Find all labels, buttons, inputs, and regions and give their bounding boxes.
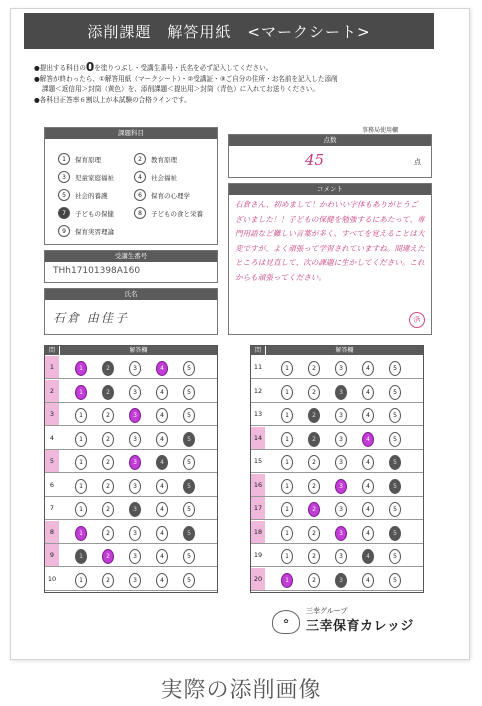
question-number: 5	[45, 450, 59, 473]
subject-option[interactable]	[58, 207, 114, 219]
question-number: 13	[253, 410, 263, 418]
answer-row	[251, 497, 423, 520]
subject-option[interactable]	[134, 207, 203, 219]
logo-icon: ✿	[272, 610, 300, 634]
answer-bubble[interactable]: 4	[156, 479, 168, 494]
answer-row	[45, 474, 217, 497]
instruction-line: ●提出する科目の0を塗りつぶし・受講生番号・氏名を必ず記入してください。	[34, 60, 273, 74]
answer-bubble[interactable]: 3	[335, 432, 347, 447]
answer-bubble[interactable]: 4	[156, 502, 168, 517]
answer-bubble[interactable]: 1	[281, 432, 293, 447]
subject-mark-circle[interactable]: 2	[134, 153, 146, 165]
answer-row	[251, 356, 423, 379]
answer-bubble[interactable]: 5	[389, 385, 401, 400]
answer-bubble[interactable]: 4	[362, 479, 374, 494]
question-number: 20	[251, 568, 265, 591]
answer-bubble[interactable]: 5	[389, 479, 401, 494]
answer-bubble[interactable]: 3	[335, 455, 347, 470]
subject-label: 教育原理	[151, 155, 177, 164]
answer-bubble[interactable]: 3	[335, 573, 347, 588]
answer-bubble[interactable]: 4	[156, 526, 168, 541]
answer-bubble[interactable]: 4	[156, 549, 168, 564]
answer-bubble[interactable]: 4	[156, 455, 168, 470]
answer-bubble[interactable]: 1	[75, 573, 87, 588]
question-number: 3	[45, 403, 59, 426]
score-value: 45	[305, 151, 325, 169]
answer-bubble[interactable]: 4	[156, 385, 168, 400]
subject-mark-circle[interactable]: 9	[58, 225, 70, 237]
subject-mark-circle[interactable]: 4	[134, 171, 146, 183]
grid-num-header: 問	[251, 346, 265, 355]
answer-row	[45, 497, 217, 520]
answer-bubble[interactable]: 4	[156, 432, 168, 447]
subject-label: 保育の心理学	[151, 191, 190, 200]
answer-row	[45, 380, 217, 403]
answer-bubble[interactable]: 1	[281, 361, 293, 376]
answer-grid-left	[44, 345, 218, 593]
answer-bubble[interactable]: 5	[389, 573, 401, 588]
answer-bubble[interactable]: 4	[156, 573, 168, 588]
answer-bubble[interactable]: 1	[75, 502, 87, 517]
answer-bubble[interactable]: 2	[308, 408, 320, 423]
answer-bubble[interactable]: 4	[362, 361, 374, 376]
answer-bubble[interactable]: 2	[308, 549, 320, 564]
question-number: 17	[251, 497, 265, 520]
answer-row	[45, 427, 217, 450]
question-number: 2	[45, 380, 59, 403]
answer-bubble[interactable]: 4	[362, 526, 374, 541]
subject-option[interactable]	[134, 189, 190, 201]
office-use-label: 事務局使用欄	[362, 127, 399, 134]
answer-bubble[interactable]: 3	[129, 502, 141, 517]
subject-label: 子どもの食と栄養	[151, 209, 203, 218]
answer-bubble[interactable]: 2	[308, 526, 320, 541]
answer-bubble[interactable]: 5	[183, 432, 195, 447]
school-logo	[272, 606, 452, 638]
answer-bubble[interactable]: 3	[129, 385, 141, 400]
answer-bubble[interactable]: 3	[335, 502, 347, 517]
answer-row	[251, 544, 423, 567]
answer-bubble[interactable]: 3	[129, 455, 141, 470]
answer-bubble[interactable]: 4	[362, 432, 374, 447]
answer-bubble[interactable]: 5	[183, 479, 195, 494]
approval-stamp: 済	[408, 311, 427, 330]
question-number: 8	[45, 521, 59, 544]
answer-bubble[interactable]: 3	[129, 526, 141, 541]
answer-bubble[interactable]: 3	[335, 408, 347, 423]
answer-bubble[interactable]: 5	[389, 526, 401, 541]
subject-mark-circle[interactable]: 5	[58, 189, 70, 201]
subject-option[interactable]	[58, 225, 114, 237]
answer-bubble[interactable]: 1	[75, 408, 87, 423]
subject-mark-circle[interactable]: 7	[58, 207, 70, 219]
answer-bubble[interactable]: 2	[102, 502, 114, 517]
answer-bubble[interactable]: 4	[362, 502, 374, 517]
sheet-title: 添削課題 解答用紙 <マークシート>	[24, 13, 434, 49]
instruction-line: ●各科目正答率６割以上が本試験の合格ラインです。	[34, 95, 191, 104]
answer-bubble[interactable]: 4	[156, 361, 168, 376]
answer-bubble[interactable]: 2	[308, 573, 320, 588]
subjects-header: 課題科目	[45, 128, 217, 139]
instruction-line: ●解答が終わったら、①解答用紙（マークシート）・②受講証・③ご自分の住所・お名前を記入した添削	[34, 74, 338, 83]
answer-row	[251, 427, 423, 450]
subject-label: 保育原理	[75, 155, 101, 164]
answer-bubble[interactable]: 2	[102, 432, 114, 447]
answer-bubble[interactable]: 4	[362, 455, 374, 470]
answer-row	[251, 474, 423, 497]
answer-row	[45, 356, 217, 379]
answer-row	[45, 403, 217, 426]
answer-bubble[interactable]: 1	[281, 455, 293, 470]
answer-bubble[interactable]: 3	[129, 408, 141, 423]
grid-answer-header: 解答欄	[266, 346, 423, 355]
answer-row	[251, 403, 423, 426]
comment-header: コメント	[229, 184, 431, 195]
subject-label: 社会的養護	[75, 191, 108, 200]
answer-bubble[interactable]: 1	[75, 361, 87, 376]
answer-bubble[interactable]: 3	[129, 573, 141, 588]
answer-bubble[interactable]: 2	[102, 361, 114, 376]
answer-row	[251, 450, 423, 473]
logo-group-name: 三幸グループ	[306, 607, 348, 615]
answer-bubble[interactable]: 1	[75, 479, 87, 494]
answer-bubble[interactable]: 4	[156, 408, 168, 423]
answer-bubble[interactable]: 3	[335, 385, 347, 400]
answer-bubble[interactable]: 5	[183, 385, 195, 400]
answer-bubble[interactable]: 2	[102, 479, 114, 494]
subject-option[interactable]	[134, 171, 177, 183]
answer-grid-right	[250, 345, 424, 593]
answer-bubble[interactable]: 2	[308, 432, 320, 447]
answer-bubble[interactable]: 5	[183, 573, 195, 588]
score-box	[228, 134, 432, 178]
answer-row	[45, 450, 217, 473]
answer-bubble[interactable]: 1	[75, 432, 87, 447]
answer-bubble[interactable]: 5	[183, 455, 195, 470]
score-unit: 点	[414, 158, 421, 166]
answer-bubble[interactable]: 4	[362, 573, 374, 588]
answer-bubble[interactable]: 3	[335, 479, 347, 494]
answer-bubble[interactable]: 2	[308, 455, 320, 470]
question-number: 4	[49, 433, 55, 442]
question-number: 7	[49, 504, 55, 512]
answer-bubble[interactable]: 3	[129, 479, 141, 494]
answer-bubble[interactable]: 1	[281, 408, 293, 423]
subject-label: 保育実習理論	[75, 227, 114, 236]
answer-bubble[interactable]: 3	[129, 432, 141, 447]
subject-option[interactable]	[58, 189, 108, 201]
answer-row	[45, 544, 217, 567]
answer-bubble[interactable]: 1	[75, 385, 87, 400]
answer-bubble[interactable]: 2	[308, 502, 320, 517]
answer-bubble[interactable]: 1	[75, 526, 87, 541]
answer-bubble[interactable]: 5	[183, 502, 195, 517]
name-value[interactable]: 石倉 由佳子	[53, 311, 129, 325]
student-number-value[interactable]: THh17101398A160	[53, 266, 141, 276]
question-number: 10	[47, 574, 57, 583]
answer-bubble[interactable]: 1	[281, 479, 293, 494]
answer-bubble[interactable]: 5	[183, 361, 195, 376]
answer-bubble[interactable]: 3	[129, 549, 141, 564]
answer-bubble[interactable]: 2	[102, 549, 114, 564]
row-divider	[45, 590, 217, 591]
score-header: 点数	[229, 135, 431, 146]
subject-mark-circle[interactable]: 6	[134, 189, 146, 201]
subject-mark-circle[interactable]: 3	[58, 171, 70, 183]
answer-bubble[interactable]: 4	[362, 385, 374, 400]
question-number: 18	[251, 521, 265, 544]
answer-bubble[interactable]: 2	[102, 573, 114, 588]
name-box	[44, 288, 218, 335]
question-number: 1	[45, 356, 59, 379]
question-number: 14	[251, 427, 265, 450]
logo-school-name: 三幸保育カレッジ	[306, 619, 414, 634]
answer-bubble[interactable]: 5	[389, 549, 401, 564]
answer-bubble[interactable]: 2	[102, 408, 114, 423]
comment-box	[228, 183, 432, 335]
subject-option[interactable]	[58, 171, 114, 183]
instruction-line: 課題＜返信用＞封筒（黄色）を、添削課題＜提出用＞封筒（青色）に入れてお送りください。	[42, 85, 319, 93]
student-number-box	[44, 250, 218, 283]
comment-text: 石倉さん、初めまして！かわいい字体もありがとうございました！！子どもの保健を勉強するにあたって、専門用語など難しい言葉が多く、すべてを覚えることは大変ですが、よく頑張って学習されていますね。間違えたところは見直して、次の課題に生かしてください。これからも頑張ってください。	[235, 200, 425, 282]
subject-label: 子どもの保健	[75, 209, 114, 218]
answer-bubble[interactable]: 4	[362, 408, 374, 423]
answer-bubble[interactable]: 5	[389, 502, 401, 517]
answer-bubble[interactable]: 2	[308, 479, 320, 494]
grid-answer-header: 解答欄	[60, 346, 217, 355]
question-number: 15	[253, 457, 263, 465]
answer-bubble[interactable]: 1	[281, 573, 293, 588]
subject-mark-circle[interactable]: 8	[134, 207, 146, 219]
answer-row	[45, 521, 217, 544]
student-number-header: 受講生番号	[45, 251, 217, 262]
answer-bubble[interactable]: 1	[281, 502, 293, 517]
answer-bubble[interactable]: 3	[335, 526, 347, 541]
answer-bubble[interactable]: 1	[75, 549, 87, 564]
question-number: 19	[253, 551, 263, 559]
question-number: 12	[253, 386, 263, 395]
answer-bubble[interactable]: 3	[335, 549, 347, 564]
answer-bubble[interactable]: 2	[308, 361, 320, 376]
answer-bubble[interactable]: 5	[389, 361, 401, 376]
answer-row	[251, 521, 423, 544]
answer-bubble[interactable]: 2	[102, 526, 114, 541]
answer-bubble[interactable]: 2	[102, 385, 114, 400]
answer-bubble[interactable]: 5	[183, 549, 195, 564]
question-number: 16	[251, 474, 265, 497]
subject-option[interactable]	[134, 153, 177, 165]
subject-option[interactable]	[58, 153, 101, 165]
answer-row	[45, 568, 217, 591]
answer-bubble[interactable]: 3	[129, 361, 141, 376]
answer-bubble[interactable]: 1	[75, 455, 87, 470]
answer-bubble[interactable]: 1	[281, 549, 293, 564]
instructions	[34, 62, 444, 105]
answer-bubble[interactable]: 5	[389, 408, 401, 423]
answer-bubble[interactable]: 2	[102, 455, 114, 470]
grid-num-header: 問	[45, 346, 59, 355]
answer-row	[251, 568, 423, 591]
answer-bubble[interactable]: 5	[183, 526, 195, 541]
question-number: 11	[253, 363, 263, 371]
subject-label: 社会福祉	[151, 173, 177, 182]
name-header: 氏名	[45, 289, 217, 300]
question-number: 9	[45, 544, 59, 567]
answer-bubble[interactable]: 2	[308, 385, 320, 400]
subject-mark-circle[interactable]: 1	[58, 153, 70, 165]
answer-bubble[interactable]: 1	[281, 526, 293, 541]
answer-bubble[interactable]: 1	[281, 385, 293, 400]
image-caption: 実際の添削画像	[160, 678, 322, 703]
row-divider	[251, 590, 423, 591]
question-number: 6	[49, 480, 55, 489]
answer-bubble[interactable]: 5	[183, 408, 195, 423]
subject-label: 児童家庭福祉	[75, 173, 114, 182]
answer-bubble[interactable]: 5	[389, 455, 401, 470]
answer-bubble[interactable]: 4	[362, 549, 374, 564]
answer-bubble[interactable]: 3	[335, 361, 347, 376]
answer-bubble[interactable]: 5	[389, 432, 401, 447]
answer-row	[251, 380, 423, 403]
